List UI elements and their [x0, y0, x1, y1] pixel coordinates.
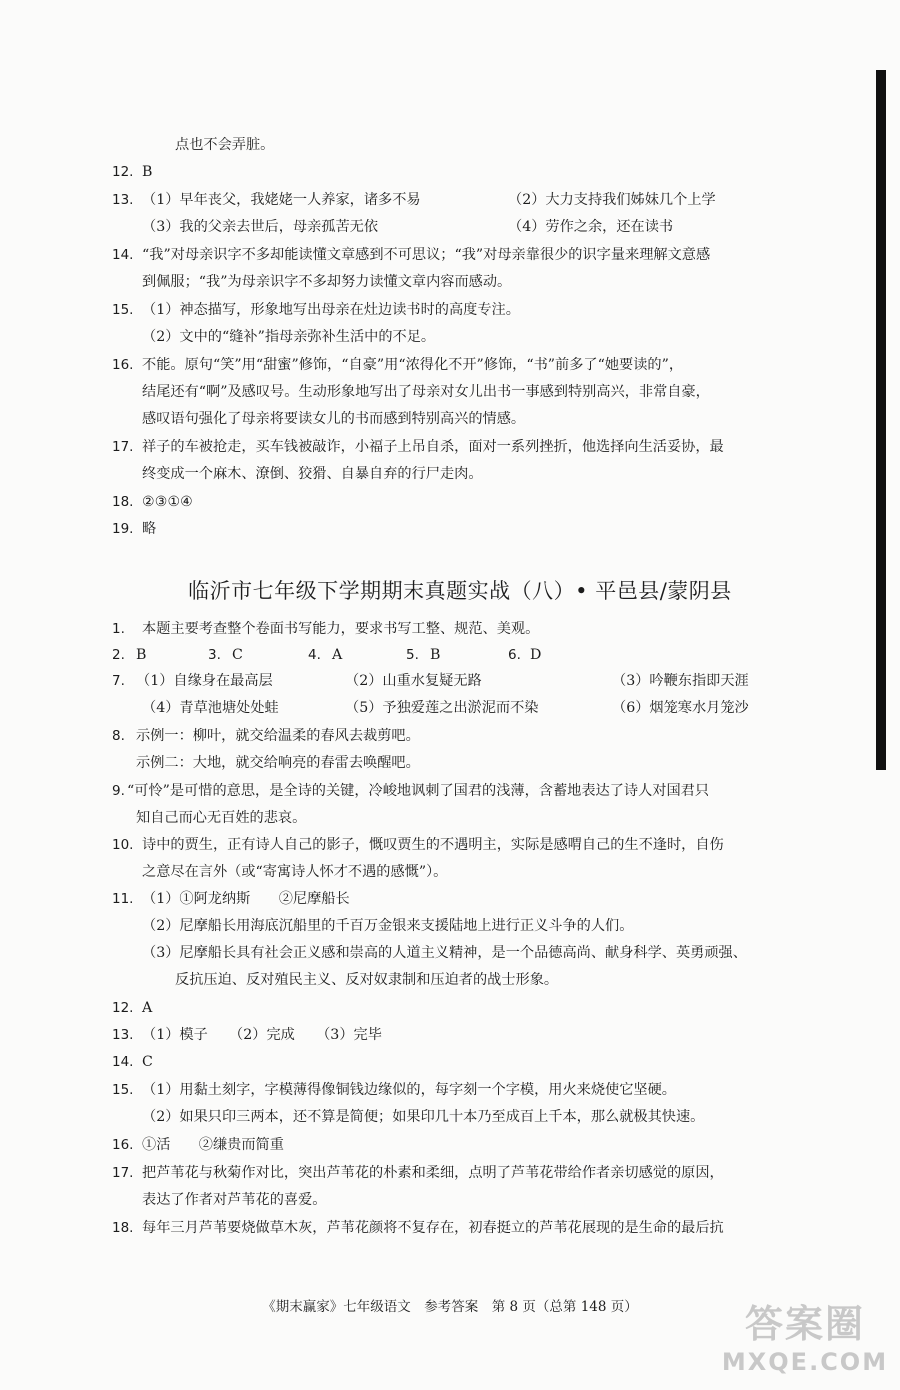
answer-text: A	[142, 1000, 153, 1016]
answer-text: （5）予独爱莲之出淤泥而不染	[345, 700, 539, 716]
question-number: 1.	[112, 621, 125, 637]
question-number: 7.	[112, 673, 125, 689]
answer-text: 之意尽在言外（或“寄寓诗人怀才不遇的感慨”）。	[142, 864, 448, 880]
answer-text: （3）吟鞭东指即天涯	[612, 673, 749, 689]
answer-text: （1）自缘身在最高层	[136, 673, 273, 689]
answer-text: （2）文中的“缝补”指母亲弥补生活中的不足。	[142, 329, 436, 345]
question-number: 17.	[112, 439, 134, 455]
answer-text: （2）如果只印三两本，还不算是简便；如果印几十本乃至成百上千本，那么就极其快速。	[142, 1109, 705, 1125]
answer-text: D	[530, 647, 542, 663]
answer-text: 每年三月芦苇要烧做草木灰，芦苇花颜将不复存在，初春挺立的芦苇花展现的是生命的最后抗	[142, 1220, 724, 1236]
answer-text: ①活 ②缣贵而简重	[142, 1137, 284, 1153]
watermark-top: 答案圈	[744, 1302, 865, 1346]
question-number: 12.	[112, 1000, 134, 1016]
answer-text: （2）尼摩船长用海底沉船里的千百万金银来支援陆地上进行正义斗争的人们。	[142, 918, 634, 934]
question-number: 16.	[112, 357, 134, 373]
watermark-logo	[720, 1300, 890, 1380]
section-title: 临沂市七年级下学期期末真题实战（八）• 平邑县/蒙阴县	[188, 579, 732, 603]
answer-text: （2）大力支持我们姊妹几个上学	[508, 192, 716, 208]
question-number: 4.	[308, 647, 321, 663]
answer-continued: 点也不会弄脏。	[175, 137, 275, 153]
question-number: 18.	[112, 1220, 134, 1236]
question-number: 9.	[112, 783, 125, 799]
question-number: 12.	[112, 164, 134, 180]
answer-text: （3）尼摩船长具有社会正义感和崇高的人道主义精神，是一个品德高尚、献身科学、英勇顽强、	[142, 945, 747, 961]
answer-text: （6）烟笼寒水月笼沙	[612, 700, 749, 716]
question-number: 14.	[112, 247, 134, 263]
answer-text: 感叹语句强化了母亲将要读女儿的书而感到特别高兴的情感。	[142, 411, 526, 427]
answer-text: 示例二：大地，就交给响亮的春雷去唤醒吧。	[136, 755, 420, 771]
question-number: 6.	[508, 647, 521, 663]
answer-text: 本题主要考查整个卷面书写能力，要求书写工整、规范、美观。	[142, 621, 540, 637]
question-number: 15.	[112, 1082, 134, 1098]
answer-text: （1）①阿龙纳斯 ②尼摩船长	[142, 891, 350, 907]
answer-text: 结尾还有“啊”及感叹号。生动形象地写出了母亲对女儿出书一事感到特别高兴，非常自豪，	[142, 384, 710, 400]
answer-text: 把芦苇花与秋菊作对比，突出芦苇花的朴素和柔细，点明了芦苇花带给作者亲切感觉的原因，	[142, 1165, 724, 1181]
answer-text: （4）劳作之余，还在读书	[508, 219, 674, 235]
answer-text: 诗中的贾生，正有诗人自己的影子，慨叹贾生的不遇明主，实际是感喟自己的生不逢时，自伤	[142, 837, 724, 853]
question-number: 3.	[208, 647, 221, 663]
answer-text: （1）模子 （2）完成 （3）完毕	[142, 1027, 382, 1043]
answer-text: “我”对母亲识字不多却能读懂文章感到不可思议；“我”对母亲靠很少的识字量来理解文意感	[142, 247, 711, 263]
answer-text: （1）用黏土刻字，字模薄得像铜钱边缘似的，每字刻一个字模，用火来烧使它坚硬。	[142, 1082, 676, 1098]
answer-text: C	[232, 647, 243, 663]
question-number: 2.	[112, 647, 125, 663]
question-number: 17.	[112, 1165, 134, 1181]
scan-edge-bar	[876, 70, 886, 770]
answer-text: 终变成一个麻木、潦倒、狡猾、自暴自弃的行尸走肉。	[142, 466, 483, 482]
answer-text: 反抗压迫、反对殖民主义、反对奴隶制和压迫者的战士形象。	[175, 972, 559, 988]
answer-text: C	[142, 1054, 153, 1070]
answer-text: 略	[142, 521, 157, 537]
question-number: 15.	[112, 302, 134, 318]
answer-text: ②③①④	[142, 494, 193, 510]
answer-text: （2）山重水复疑无路	[345, 673, 482, 689]
answer-text: （1）神态描写，形象地写出母亲在灶边读书时的高度专注。	[142, 302, 520, 318]
answer-text: B	[142, 164, 153, 180]
answer-text: 表达了作者对芦苇花的喜爱。	[142, 1192, 327, 1208]
answer-text: B	[136, 647, 147, 663]
answer-text: （3）我的父亲去世后，母亲孤苦无依	[142, 219, 379, 235]
question-number: 13.	[112, 1027, 134, 1043]
question-number: 10.	[112, 837, 134, 853]
question-number: 19.	[112, 521, 134, 537]
question-number: 5.	[406, 647, 419, 663]
answer-text: “可怜”是可惜的意思，是全诗的关键，冷峻地讽刺了国君的浅薄，含蓄地表达了诗人对国君只	[127, 783, 710, 799]
answer-text: 祥子的车被抢走，买车钱被敲诈，小福子上吊自杀，面对一系列挫折，他选择向生活妥协，最	[142, 439, 724, 455]
answer-text: B	[430, 647, 441, 663]
question-number: 18.	[112, 494, 134, 510]
answer-text: （4）青草池塘处处蛙	[142, 700, 279, 716]
answer-text: 不能。原句“笑”用“甜蜜”修饰，“自豪”用“浓得化不开”修饰，“书”前多了“她要读的”，	[142, 357, 684, 373]
answer-text: 知自己而心无百姓的悲哀。	[136, 810, 307, 826]
answer-text: （1）早年丧父，我姥姥一人养家，诸多不易	[142, 192, 421, 208]
question-number: 16.	[112, 1137, 134, 1153]
question-number: 13.	[112, 192, 134, 208]
question-number: 8.	[112, 728, 125, 744]
answer-text: A	[332, 647, 343, 663]
question-number: 14.	[112, 1054, 134, 1070]
page-footer: 《期末赢家》七年级语文 参考答案 第 8 页（总第 148 页）	[262, 1299, 638, 1315]
answer-text: 到佩服；“我”为母亲识字不多却努力读懂文章内容而感动。	[142, 274, 512, 290]
question-number: 11.	[112, 891, 134, 907]
watermark-bottom: MXQE.COM	[721, 1348, 889, 1376]
answer-text: 示例一：柳叶，就交给温柔的春风去裁剪吧。	[136, 728, 420, 744]
